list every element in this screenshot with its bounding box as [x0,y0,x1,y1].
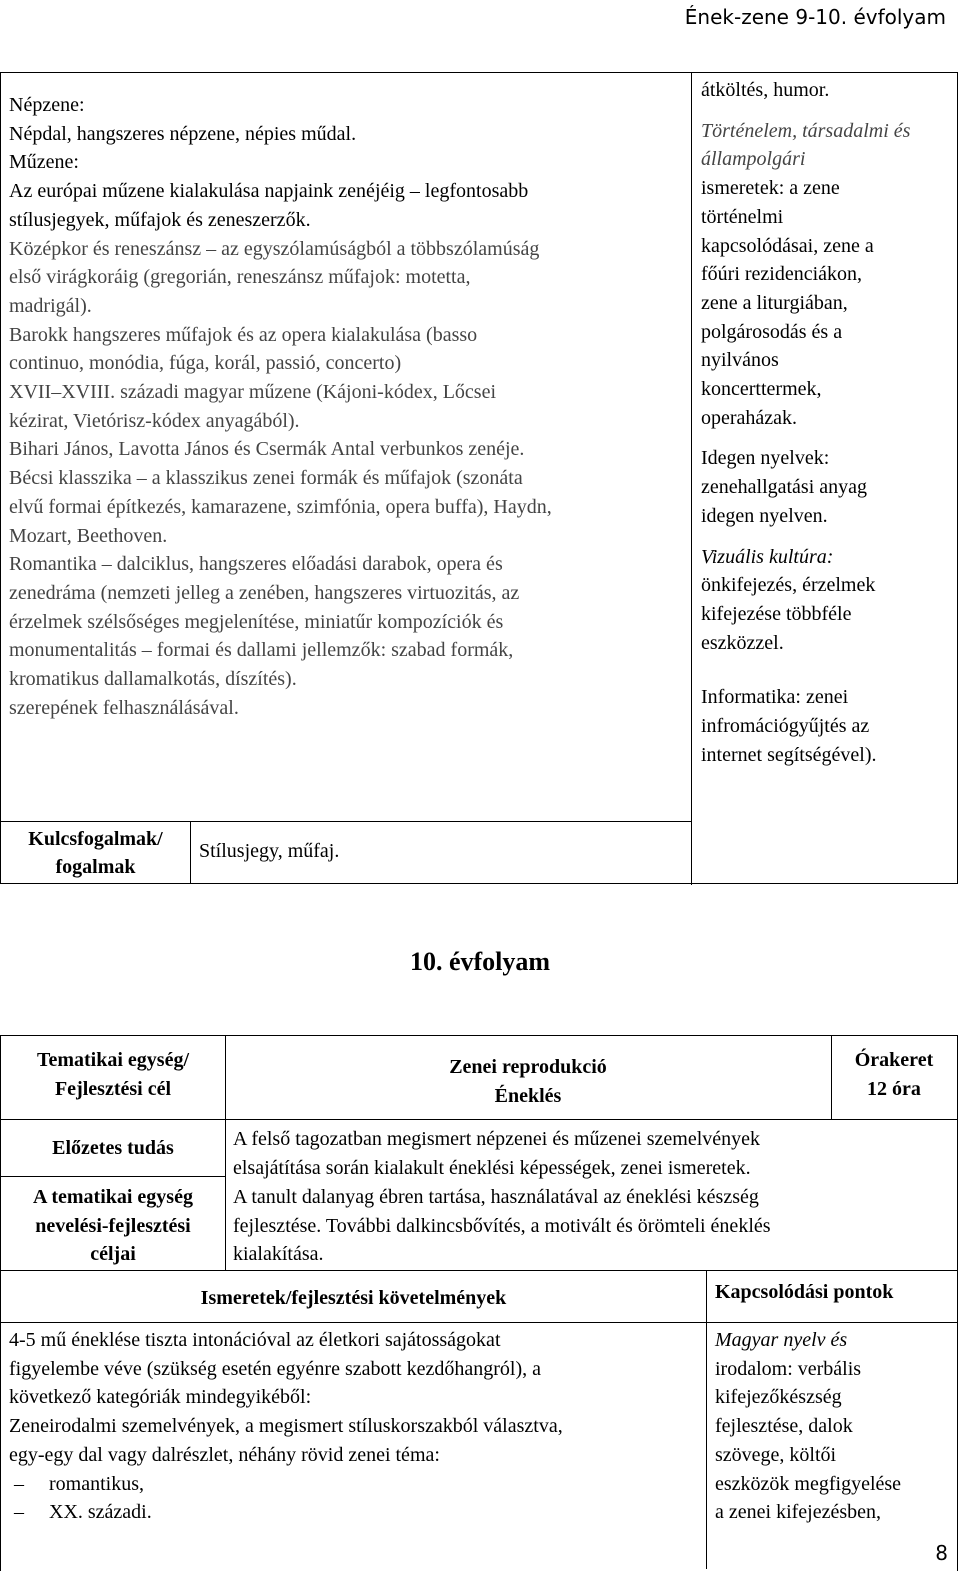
subject-title-history: Történelem, társadalmi és állampolgári [701,119,911,171]
text-line: szerepének felhasználásával. [9,696,239,719]
text-line: a zenei kifejezésben, [715,1501,882,1524]
text-line: Barokk hangszeres műfajok és az opera kialakulása (basso [9,323,478,346]
text-line: kézirat, Vietórisz-kódex anyagából). [9,409,300,432]
text-line: Népdal, hangszeres népzene, népies műdal. [9,122,357,145]
key-concepts-label [1,825,190,881]
text-line: kapcsolódásai, zene a [701,234,874,257]
text-line: Romantika – dalciklus, hangszeres előadási darabok, opera és [9,553,503,576]
year-heading: 10. évfolyam [409,947,551,976]
requirements-cell [9,1326,706,1527]
prior-knowledge-value [233,1125,953,1182]
row-divider [1,1322,957,1323]
text-line: eszközök megfigyelése [715,1472,902,1495]
row-divider [1,1119,957,1120]
list-item-text: romantikus, [49,1472,144,1495]
column-divider [691,73,692,885]
connections-cell [715,1326,955,1527]
text-line: szövege, költői [715,1443,837,1466]
hours-label: Órakeret [854,1049,934,1071]
subject-title-visual: Vizuális kultúra: [701,545,834,568]
text-line: infromációgyűjtés az [701,715,870,738]
text-line: XVII–XVIII. századi magyar műzene (Kájoni-kódex, Lőcsei [9,381,497,404]
hours-value: 12 óra [867,1077,921,1100]
connections-header: Kapcsolódási pontok [715,1281,894,1303]
page-header-title: Ének-zene 9-10. évfolyam [684,5,946,29]
column-divider [706,1271,707,1569]
topic-value-line: Zenei reprodukció [449,1056,607,1078]
text-line: nyilvános [701,349,779,372]
text-line: érzelmek szélsőséges megjelenítése, miniatűr kompozíciók és [9,610,504,633]
text-line: önkifejezés, érzelmek [701,574,876,597]
topic-table [0,1035,958,1271]
text-line: Mozart, Beethoven. [9,524,168,547]
text-line: átköltés, humor. [701,79,830,101]
text-line: operaházak. [701,406,798,429]
text-line: fejlesztése, dalok [715,1415,853,1438]
knowledge-cell [9,91,689,722]
text-line: kialakítása. [233,1243,324,1266]
topic-label-line: Fejlesztési cél [54,1077,172,1100]
key-concepts-label-line: Kulcsfogalmak/ [28,828,163,850]
dash-bullet-icon: – [9,1472,24,1495]
requirements-header: Ismeretek/fejlesztési követelmények [200,1287,507,1309]
text-line: Zeneirodalmi szemelvények, a megismert stíluskorszakból választva, [9,1415,563,1438]
text-line: irodalom: verbális [715,1357,862,1380]
list-item [9,1470,706,1499]
text-line: madrigál). [9,294,92,317]
page-number: 8 [935,1541,948,1565]
topic-label-line: Tematikai egység/ [36,1049,190,1071]
requirements-table [0,1271,958,1571]
text-line: kifejezőkészség [715,1386,842,1409]
text-line: monumentalitás – formai és dallami jellemzők: szabad formák, [9,639,514,662]
subject-title-languages: Idegen nyelvek: [701,447,830,470]
goals-label-line: nevelési-fejlesztési [35,1214,191,1237]
text-line: kromatikus dallamalkotás, díszítés). [9,668,297,691]
text-line: A tanult dalanyag ébren tartása, használatával az éneklési készség [233,1186,759,1208]
text-line: zene a liturgiában, [701,291,848,314]
goals-label [1,1183,225,1269]
text-line: Népzene: [9,94,85,116]
text-line: történelmi [701,205,784,228]
text-line: 4-5 mű éneklése tiszta intonációval az életkori sajátosságokat [9,1329,501,1351]
prior-knowledge-label: Előzetes tudás [52,1137,174,1159]
column-divider [190,821,191,884]
topic-label [1,1046,225,1103]
text-line: figyelembe véve (szükség esetén egyénre szabott kezdőhangról), a [9,1357,541,1380]
goals-label-line: A tematikai egység [33,1186,193,1208]
text-line: Informatika: zenei [701,686,849,709]
text-line: idegen nyelven. [701,504,828,527]
row-divider [1,821,691,822]
text-line: continuo, monódia, fúga, korál, passió, concerto) [9,352,402,375]
goals-value [233,1183,953,1269]
text-line: Bihari János, Lavotta János és Csermák Antal verbunkos zenéje. [9,438,525,461]
list-item [9,1498,706,1527]
text-line: koncerttermek, [701,378,822,401]
subject-title-literature: Magyar nyelv és [715,1329,848,1351]
text-line: eszközzel. [701,631,784,654]
content-table-grade9 [0,72,958,884]
text-line: ismeretek: a zene [701,177,840,200]
text-line: Az európai műzene kialakulása napjaink zenéjéig – legfontosabb [9,180,529,203]
text-line: elvű formai építkezés, kamarazene, szimfónia, opera buffa), Haydn, [9,495,552,518]
dash-bullet-icon: – [9,1501,24,1524]
text-line: Bécsi klasszika – a klasszikus zenei formák és műfajok (szonáta [9,467,523,490]
text-line: első virágkoráig (gregorián, reneszánsz műfajok: motetta, [9,266,471,289]
text-line: Középkor és reneszánsz – az egyszólamúságból a többszólamúság [9,237,540,260]
text-line: stílusjegyek, műfajok és zeneszerzők. [9,208,311,231]
text-line: következő kategóriák mindegyikéből: [9,1386,312,1409]
topic-value [225,1053,831,1110]
text-line: polgárosodás és a [701,320,843,343]
key-concepts-value: Stílusjegy, műfaj. [199,840,340,862]
text-line: A felső tagozatban megismert népzenei és műzenei szemelvények [233,1128,761,1150]
text-line: internet segítségével). [701,743,877,766]
list-item-text: XX. századi. [49,1501,152,1524]
text-line: Műzene: [9,151,79,174]
text-line: egy-egy dal vagy dalrészlet, néhány rövid zenei téma: [9,1443,440,1466]
text-line: főúri rezidenciákon, [701,263,863,286]
topic-value-line: Éneklés [494,1084,562,1107]
row-divider [1,1176,225,1177]
goals-label-line: céljai [90,1243,136,1266]
text-line: elsajátítása során kialakult éneklési képességek, zenei ismeretek. [233,1156,751,1179]
key-concepts-label-line: fogalmak [55,856,136,878]
hours-cell [831,1046,957,1103]
text-line: kifejezése többféle [701,602,852,625]
text-line: zenehallgatási anyag [701,476,868,499]
connections-cell [701,76,957,769]
text-line: fejlesztése. További dalkincsbővítés, a motivált és örömteli éneklés [233,1214,771,1237]
text-line: zenedráma (nemzeti jelleg a zenében, hangszeres virtuozitás, az [9,581,520,604]
